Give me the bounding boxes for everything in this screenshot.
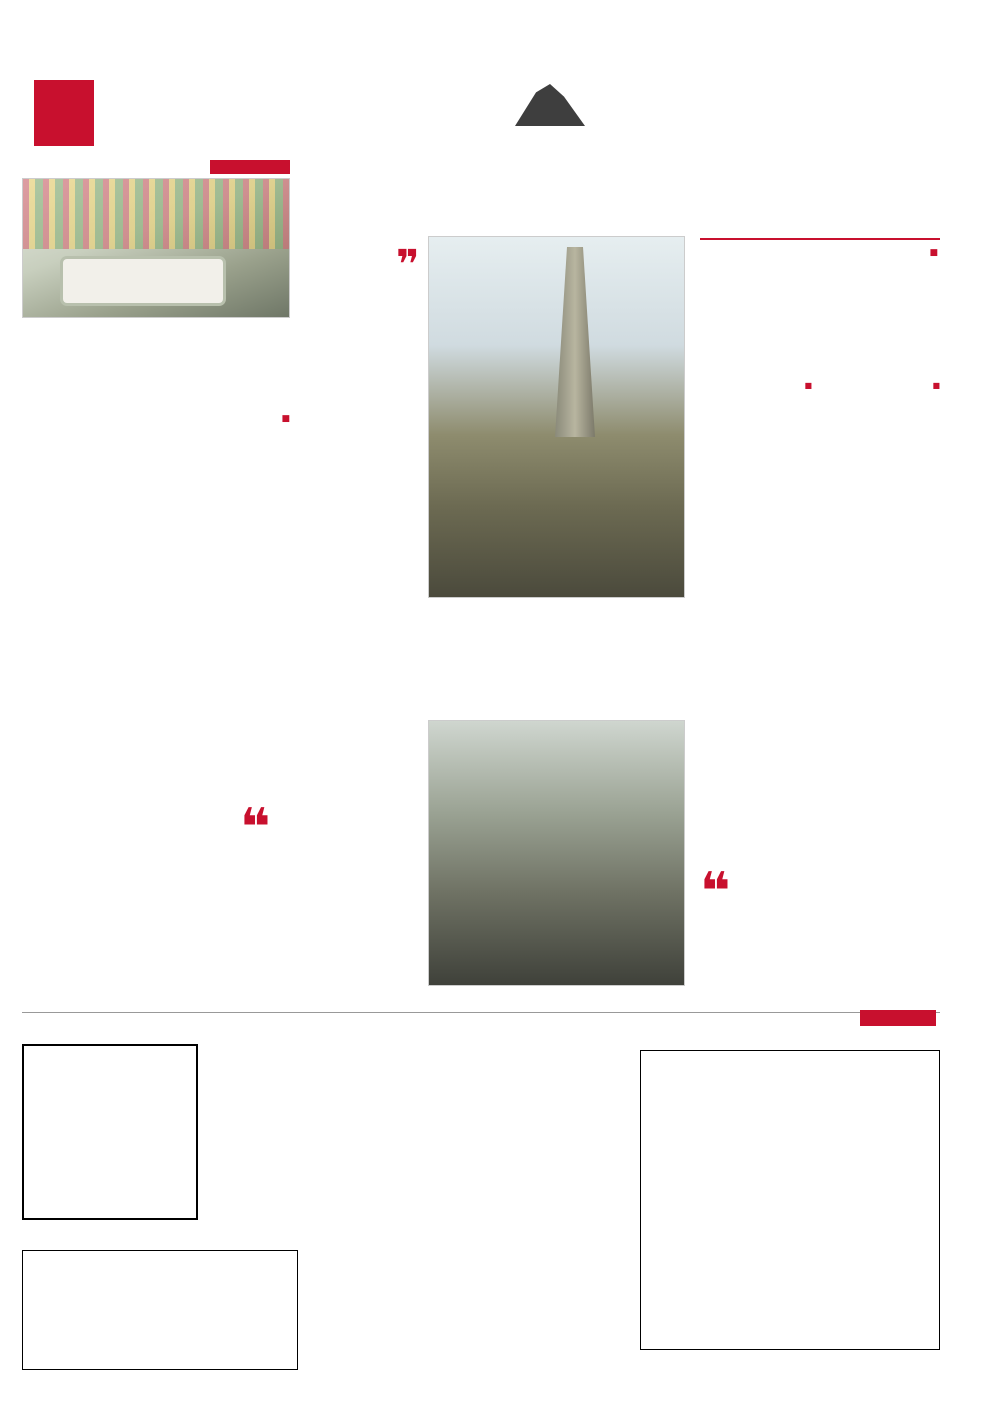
- newspaper-logo: [34, 80, 94, 146]
- puzzle-tag: [860, 1010, 936, 1026]
- solution-grid: [22, 1250, 298, 1370]
- lead-author: ■: [929, 248, 938, 258]
- puzzle-divider: [22, 1012, 940, 1026]
- flag-bearer-icon: [515, 84, 585, 126]
- grave-stone: [63, 259, 223, 303]
- report-author: ■: [281, 414, 290, 424]
- tower-shape: [555, 247, 595, 437]
- report-body-col-1: [22, 518, 150, 918]
- main-photo-funeral: [428, 720, 685, 986]
- article-col-6: [700, 806, 812, 860]
- quote-mark-icon: ❞: [396, 242, 420, 288]
- quote-mark-icon: ❝: [240, 798, 271, 858]
- crossword-column-numbers: [640, 1032, 940, 1050]
- col2-subhead: [700, 380, 812, 392]
- article-col-4: [430, 600, 566, 718]
- article-col-5: [300, 380, 422, 980]
- crossword-row-numbers: [940, 1050, 960, 1370]
- article-col-1: [818, 380, 940, 898]
- quote-mark-icon: ❝: [700, 862, 731, 922]
- article-col-3: [572, 600, 682, 718]
- photo1-caption: [688, 238, 698, 598]
- section-logo: [405, 80, 585, 140]
- crossword-clues: [300, 1120, 634, 1370]
- sudoku-grid: [22, 1044, 198, 1220]
- main-photo-soldiers: [428, 236, 685, 598]
- report-body-col-2: [160, 518, 290, 788]
- report-tag-box: [210, 160, 290, 174]
- report-photo: [22, 178, 290, 318]
- article-col-2: [700, 380, 812, 800]
- col1-subhead: [818, 380, 940, 392]
- crossword-grid: [640, 1050, 940, 1350]
- flowers-decoration: [23, 179, 289, 249]
